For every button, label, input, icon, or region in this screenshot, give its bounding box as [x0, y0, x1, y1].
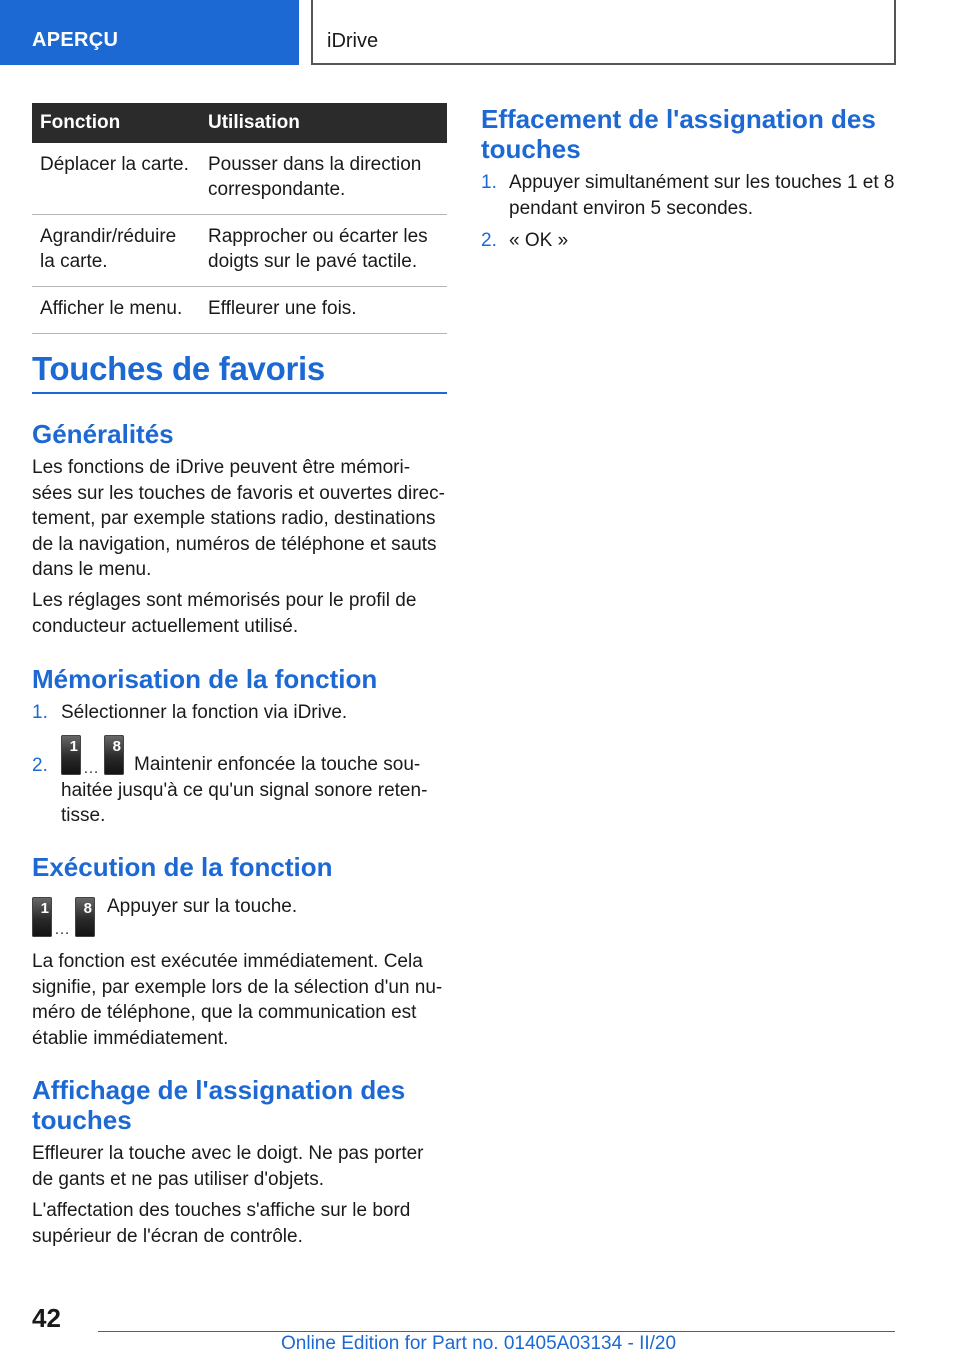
column-header-utilisation: Utilisation — [200, 103, 447, 143]
favorite-key-1-icon: 1 — [32, 897, 52, 937]
paragraph: Les réglages sont mémorisés pour le profil de conducteur actuellement utilisé. — [32, 590, 417, 637]
step-number: 1. — [481, 172, 497, 193]
paragraph: La fonction est exécutée immédiatement. Cela signifie, par exemple lors de la sélection d'un nu-méro de téléphone, que la communication est établie immédiatement. — [32, 951, 443, 1049]
table-row — [32, 143, 447, 215]
footer-edition-text: Online Edition for Part no. 01405A03134 - II/20 — [281, 1333, 677, 1354]
favorite-key-8-icon: 8 — [75, 897, 95, 937]
section-heading: Touches de favoris — [32, 350, 325, 387]
chapter-tab — [311, 0, 896, 65]
ellipsis: … — [54, 921, 70, 938]
column-header-fonction: Fonction — [32, 103, 200, 143]
step-number: 2. — [32, 755, 48, 776]
subheading-execution: Exécution de la fonction — [32, 852, 333, 882]
paragraph: Les fonctions de iDrive peuvent être mémori-sées sur les touches de favoris et ouvertes direc-tement, par exemple stations radio, destinations de la navigation, numéros de téléphone et sauts dans le menu. — [32, 457, 445, 580]
table-cell: Rapprocher ou écarter les doigts sur le pavé tactile. — [200, 215, 447, 287]
subheading-affichage: Affichage de l'assignation des touches — [32, 1075, 406, 1135]
ellipsis: … — [83, 760, 99, 777]
table-cell: Pousser dans la direction correspondante. — [200, 143, 447, 215]
table-cell: Déplacer la carte. — [32, 143, 200, 215]
favorite-key-1-icon: 1 — [61, 735, 81, 775]
key-instruction: Appuyer sur la touche. — [107, 896, 298, 917]
subheading-generalites: Généralités — [32, 419, 174, 449]
footer-divider — [98, 1331, 895, 1332]
table-cell: Effleurer une fois. — [200, 287, 447, 334]
table-row — [32, 287, 447, 334]
section-tab — [0, 0, 299, 65]
subheading-memorisation: Mémorisation de la fonction — [32, 664, 378, 694]
step-text: « OK » — [509, 230, 569, 251]
page-number: 42 — [32, 1303, 61, 1333]
table-header-row — [32, 103, 447, 143]
step-number: 2. — [481, 230, 497, 251]
table-row — [32, 215, 447, 287]
section-title: APERÇU — [32, 29, 119, 51]
subheading-effacement: Effacement de l'assignation des touches — [481, 104, 876, 164]
table-cell: Agrandir/réduire la carte. — [32, 215, 200, 287]
chapter-title: iDrive — [327, 30, 379, 52]
step-text: Sélectionner la fonction via iDrive. — [61, 702, 348, 723]
table-cell: Afficher le menu. — [32, 287, 200, 334]
function-table — [32, 103, 447, 334]
paragraph: L'affectation des touches s'affiche sur le bord supérieur de l'écran de contrôle. — [32, 1200, 411, 1247]
heading-divider — [32, 392, 447, 394]
step-text: Maintenir enfoncée la touche sou-haitée jusqu'à ce qu'un signal sonore reten-tisse. — [61, 754, 428, 826]
step-text: Appuyer simultanément sur les touches 1 et 8 pendant environ 5 secondes. — [509, 172, 895, 219]
paragraph: Effleurer la touche avec le doigt. Ne pas porter de gants et ne pas utiliser d'objets. — [32, 1143, 424, 1190]
step-number: 1. — [32, 702, 48, 723]
favorite-key-8-icon: 8 — [104, 735, 124, 775]
